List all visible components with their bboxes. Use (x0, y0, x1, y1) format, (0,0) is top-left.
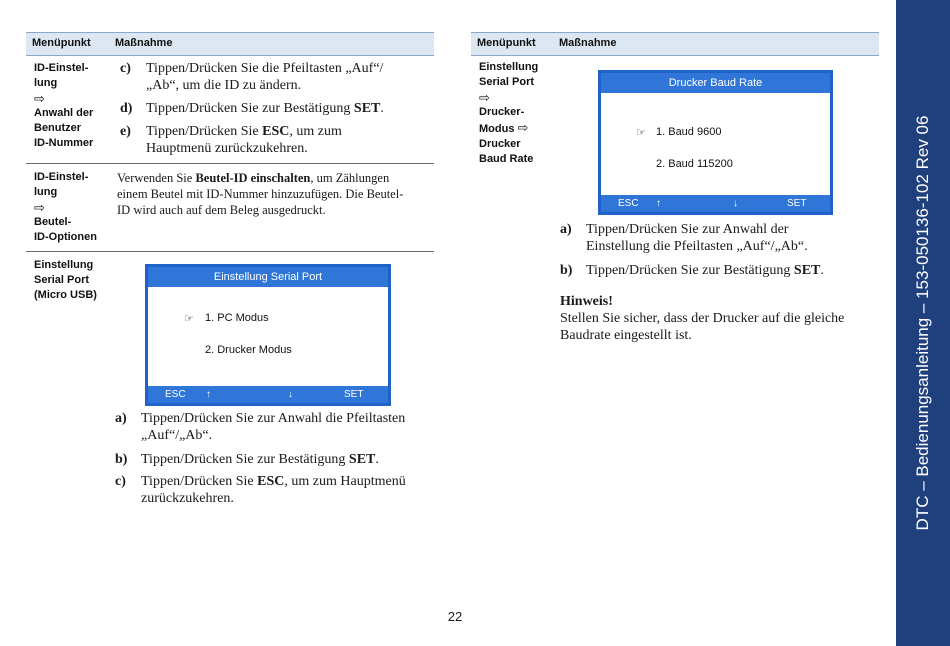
header-massnahme: Maßnahme (559, 37, 617, 49)
row3-menu-label (34, 258, 97, 303)
row2-menu-line: ID-Optionen (34, 231, 97, 243)
note-line: Stellen Sie sicher, dass der Drucker auf die gleiche (560, 311, 845, 326)
baud-rate-screen (598, 70, 833, 215)
sidebar-band (896, 0, 950, 646)
row1-menu-line: Benutzer (34, 122, 82, 134)
right-menu-line: Serial Port (479, 76, 535, 88)
set-button[interactable]: SET (344, 389, 364, 400)
step-text-line: Einstellung die Pfeiltasten „Auf“/„Ab“. (586, 239, 808, 254)
desc-line: einem Beutel mit ID-Nummer hinzuzufügen. Die Beutel- (117, 187, 404, 201)
step-text (141, 451, 379, 468)
screen-title: Drucker Baud Rate (601, 73, 830, 93)
step-text-part: . (820, 263, 824, 278)
row2-menu-line: ID-Einstel- (34, 171, 89, 183)
note-title: Hinweis! (560, 294, 613, 309)
step-text (586, 262, 824, 279)
step-text-line: Tippen/Drücken Sie zur Anwahl die Pfeiltasten (141, 411, 406, 426)
step-text-part: Tippen/Drücken Sie zur Bestätigung (586, 263, 794, 278)
screen-footer (148, 386, 388, 403)
step-text-part: Tippen/Drücken Sie (141, 474, 258, 489)
arrow-right-icon: ⇨ (479, 90, 490, 105)
screen-footer (601, 195, 830, 212)
desc-keyword: Beutel-ID einschalten (195, 171, 311, 185)
screen-option-drucker-modus[interactable]: 2. Drucker Modus (205, 344, 292, 356)
down-arrow-icon[interactable]: ↓ (288, 389, 293, 400)
step-text-part: Tippen/Drücken Sie zur Bestätigung (141, 452, 349, 467)
step-text-line: Tippen/Drücken Sie die Pfeiltasten „Auf“/ (146, 61, 384, 76)
right-table-header (471, 32, 879, 56)
page-number: 22 (447, 609, 463, 624)
right-menu-part: Modus (479, 123, 515, 135)
down-arrow-icon[interactable]: ↓ (733, 198, 738, 209)
step-keyword: SET (793, 263, 821, 278)
up-arrow-icon[interactable]: ↑ (206, 389, 211, 400)
step-keyword: ESC (257, 474, 285, 489)
row1-menu-line: Anwahl der (34, 107, 94, 119)
screen-title: Einstellung Serial Port (148, 267, 388, 287)
row3-menu-line: Einstellung (34, 259, 94, 271)
desc-part: , um Zählungen (310, 171, 390, 185)
arrow-right-icon: ⇨ (34, 200, 45, 215)
step-text-line: Tippen/Drücken Sie zur Anwahl der (586, 222, 789, 237)
step-label: c) (115, 474, 126, 489)
row3-menu-line: Serial Port (34, 274, 90, 286)
right-menu-line: Baud Rate (479, 153, 534, 165)
step-text (146, 123, 342, 157)
row2-description (117, 170, 432, 218)
step-text-part: Tippen/Drücken Sie zur Bestätigung (146, 101, 354, 116)
row1-menu-line: lung (34, 77, 58, 89)
row-separator (26, 163, 434, 164)
step-text-line: Hauptmenü zurückzukehren. (146, 141, 308, 156)
left-table-header (26, 32, 434, 56)
step-text (146, 100, 384, 117)
row2-menu-line: Beutel- (34, 216, 72, 228)
note-block (560, 293, 880, 344)
step-label: b) (115, 452, 128, 467)
screen-option-pc-modus[interactable]: 1. PC Modus (205, 312, 269, 324)
row1-menu-line: ID-Einstel- (34, 62, 89, 74)
set-button[interactable]: SET (787, 198, 807, 209)
screen-option-baud-115200[interactable]: 2. Baud 115200 (656, 158, 733, 170)
step-text-part: . (380, 101, 384, 116)
right-menu-line: Drucker- (479, 106, 525, 118)
step-label: d) (120, 101, 133, 116)
row-separator (26, 251, 434, 252)
step-text-line: zurückzukehren. (141, 491, 234, 506)
step-label: e) (120, 124, 131, 139)
step-label: a) (560, 222, 572, 237)
serial-port-screen (145, 264, 391, 406)
row1-menu-label (34, 61, 93, 151)
desc-line (117, 170, 432, 186)
step-keyword: ESC (262, 124, 290, 139)
esc-button[interactable]: ESC (618, 198, 639, 209)
desc-part: Verwenden Sie (117, 171, 196, 185)
step-text-part: , um zum (289, 124, 342, 139)
step-text (141, 473, 406, 507)
right-menu-line (479, 120, 538, 137)
step-label: a) (115, 411, 127, 426)
step-text-part: , um zum Hauptmenü (284, 474, 406, 489)
step-label: c) (120, 61, 131, 76)
row2-menu-label (34, 170, 97, 245)
right-menu-label (479, 60, 538, 167)
step-keyword: SET (348, 452, 376, 467)
step-keyword: SET (353, 101, 381, 116)
pointer-hand-icon: ☞ (184, 313, 194, 325)
step-text (141, 410, 405, 444)
step-text-part: . (375, 452, 379, 467)
step-text-line: „Auf“/„Ab“. (141, 428, 213, 443)
header-menupunkt: Menüpunkt (32, 37, 91, 49)
row3-menu-line: (Micro USB) (34, 289, 97, 301)
step-text-part: Tippen/Drücken Sie (146, 124, 263, 139)
header-massnahme: Maßnahme (115, 37, 173, 49)
arrow-right-icon: ⇨ (517, 120, 529, 135)
header-menupunkt: Menüpunkt (477, 37, 536, 49)
right-menu-line: Einstellung (479, 61, 539, 73)
row2-menu-line: lung (34, 186, 58, 198)
arrow-right-icon: ⇨ (34, 91, 45, 106)
row1-menu-line: ID-Nummer (34, 137, 94, 149)
screen-option-baud-9600[interactable]: 1. Baud 9600 (656, 126, 722, 138)
document-title-vertical: DTC – Bedienungsanleitung – 153-050136-102 Rev 06 (913, 115, 932, 531)
step-text (146, 60, 383, 94)
right-menu-line: Drucker (479, 138, 521, 150)
step-text (586, 221, 808, 255)
note-line: Baudrate eingestellt ist. (560, 328, 692, 343)
step-text-line: „Ab“, um die ID zu ändern. (146, 78, 302, 93)
pointer-hand-icon: ☞ (636, 127, 646, 139)
step-label: b) (560, 263, 573, 278)
desc-line: ID wird auch auf dem Beleg ausgedruckt. (117, 203, 326, 217)
up-arrow-icon[interactable]: ↑ (656, 198, 661, 209)
esc-button[interactable]: ESC (165, 389, 186, 400)
